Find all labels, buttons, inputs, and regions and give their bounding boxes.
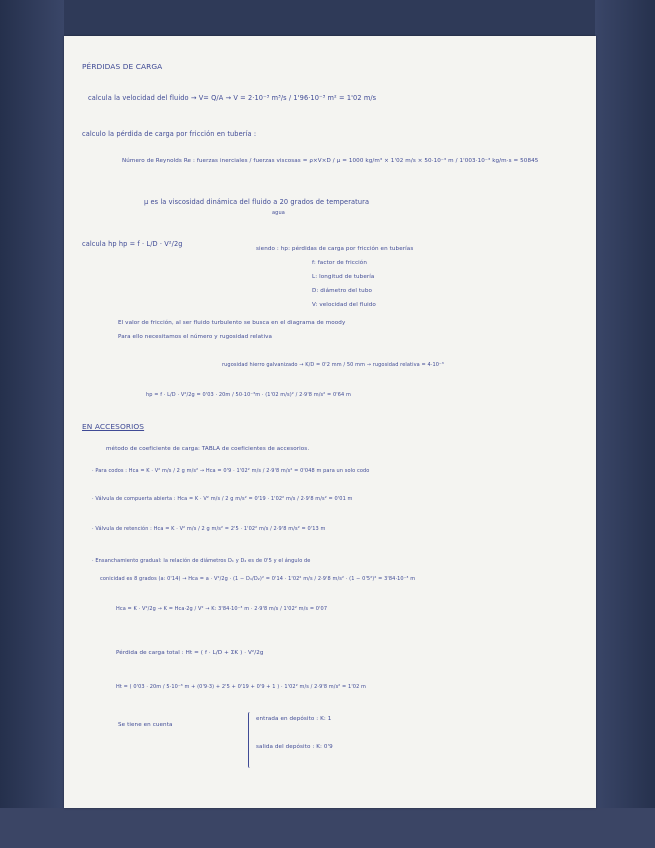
siendo-L: L: longitud de tubería [312, 274, 375, 280]
hp-calculation: hp = f · L/D · V²/2g = 0'03 · 20m / 50·10⁻³m · (1'02 m/s)² / 2·9'8 m/s² = 0'64 m [146, 392, 351, 398]
notebook-page [64, 36, 596, 808]
page-heading: PÉRDIDAS DE CARGA [82, 62, 163, 71]
check-valve-line: · Válvula de retención : Hca = K · V² m/s / 2 g m/s² = 2'5 · 1'02² m/s / 2·9'8 m/s² = 0'13 m [92, 526, 326, 532]
bracket [248, 712, 252, 768]
expansion-line-3: Hca = K · V²/2g → K = Hca·2g / V² → K: 3'84·10⁻³ m · 2·9'8 m/s / 1'02² m/s = 0'07 [116, 606, 328, 612]
siendo-f: f: factor de fricción [312, 260, 367, 266]
friction-intro: calculo la pérdida de carga por fricción en tubería : [82, 130, 257, 138]
expansion-line-1: · Ensanchamiento gradual: la relación de diámetros D₁ y D₂ es de 0'5 y el ángulo de [92, 558, 311, 564]
accessories-heading: EN ACCESORIOS [82, 422, 145, 431]
total-loss-formula: Pérdida de carga total : Ht = ( f · L/D + ΣK ) · V²/2g [116, 650, 264, 656]
needed-line: Para ello necesitamos el número y rugosidad relativa [118, 334, 273, 340]
hp-formula: calcula hp hp = f · L/D · V²/2g [82, 240, 183, 248]
elbows-line: · Para codos : Hca = K · V² m/s / 2 g m/s² → Hca = 0'9 · 1'02² m/s / 2·9'8 m/s² = 0'048 m para un solo codo [92, 468, 370, 474]
considered-label: Se tiene en cuenta [118, 722, 173, 728]
moody-line: El valor de fricción, al ser fluido turbulento se busca en el diagrama de moody [118, 320, 346, 326]
roughness-line: rugosidad hierro galvanizado → K/D = 0'2 mm / 50 mm → rugosidad relativa = 4·10⁻³ [222, 362, 444, 368]
siendo-hp: siendo : hp: pérdidas de carga por fricción en tuberías [256, 246, 414, 252]
scan-background-right [595, 0, 655, 848]
expansion-line-2: conicidad es 8 grados (a: 0'14) → Hca = a · V²/2g · (1 − D₁/D₂)² = 0'14 · 1'02² m/s / 2·9'8 m/s² · (1 − 0'5²)² = 3'84·10⁻³ m [100, 576, 416, 582]
outlet-coefficient: salida del depósito : K: 0'9 [256, 744, 333, 750]
velocity-line: calcula la velocidad del fluido → V= Q/A → V = 2·10⁻³ m³/s / 1'96·10⁻³ m² = 1'02 m/s [88, 94, 377, 102]
siendo-D: D: diámetro del tubo [312, 288, 372, 294]
method-line: método de coeficiente de carga: TABLA de coeficientes de accesorios. [106, 446, 310, 452]
reynolds-line: Número de Reynolds Re : fuerzas inerciales / fuerzas viscosas = ρ×V×D / μ = 1000 kg/m³ × 1'02 m/s × 50·10⁻³ m / 1'003·10⁻³ kg/m·s = 50845 [122, 158, 539, 164]
siendo-V: V: velocidad del fluido [312, 302, 376, 308]
viscosity-line: μ es la viscosidad dinámica del fluido a 20 grados de temperatura [144, 198, 370, 206]
scan-background-left [0, 0, 64, 848]
scan-background-bottom [0, 808, 655, 848]
gate-valve-line: · Válvula de compuerta abierta : Hca = K · V² m/s / 2 g m/s² = 0'19 · 1'02² m/s / 2·9'8 m/s² = 0'01 m [92, 496, 353, 502]
agua-note: agua [272, 210, 285, 216]
inlet-coefficient: entrada en depósito : K: 1 [256, 716, 332, 722]
total-loss-calculation: Ht = ( 0'03 · 20m / 5·10⁻³ m + (0'9·3) + 2'5 + 0'19 + 0'9 + 1 ) · 1'02² m/s / 2·9'8 m/s² = 1'02 m [116, 684, 367, 690]
